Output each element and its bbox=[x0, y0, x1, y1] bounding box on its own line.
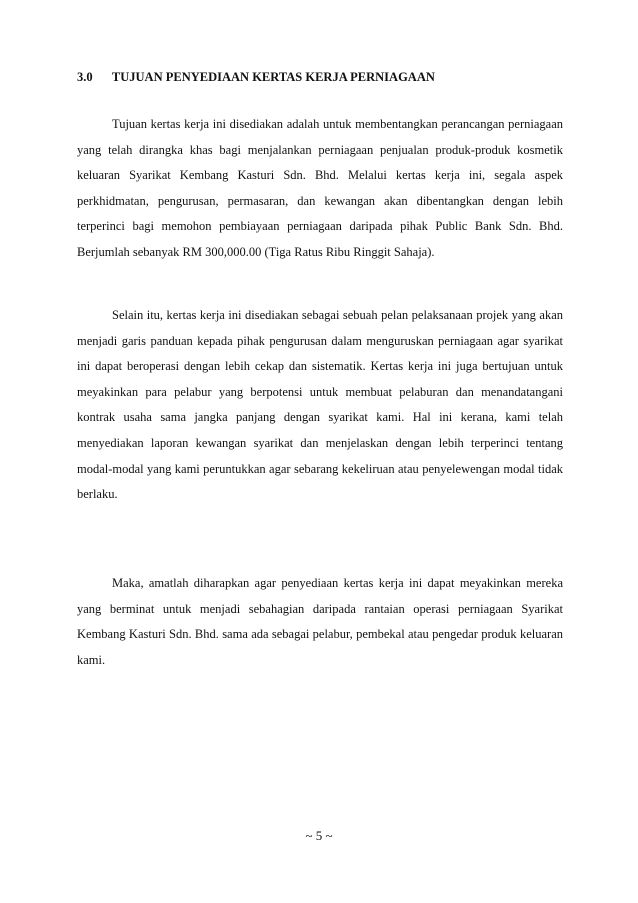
section-heading bbox=[77, 70, 435, 85]
page-number: ~ 5 ~ bbox=[305, 828, 333, 843]
paragraph-3: Maka, amatlah diharapkan agar penyediaan kertas kerja ini dapat meyakinkan mereka yang berminat untuk menjadi sebahagian daripada rantaian operasi perniagaan Syarikat Kembang Kasturi Sdn. Bhd. sama ada sebagai pelabur, pembekal atau pengedar produk keluaran kami. bbox=[77, 576, 563, 667]
paragraph-2-block bbox=[77, 303, 563, 508]
section-title: TUJUAN PENYEDIAAN KERTAS KERJA PERNIAGAAN bbox=[111, 70, 435, 84]
section-number: 3.0 bbox=[77, 70, 93, 84]
paragraph-1-block bbox=[77, 112, 563, 266]
paragraph-2: Selain itu, kertas kerja ini disediakan sebagai sebuah pelan pelaksanaan projek yang akan menjadi garis panduan kepada pihak pengurusan dalam menguruskan perniagaan agar syarikat ini dapat beroperasi dengan lebih cekap dan sistematik. Kertas kerja ini juga bertujuan untuk meyakinkan para pelabur yang berpotensi untuk membuat pelaburan dan menandatangani kontrak usaha sama jangka panjang dengan syarikat kami. Hal ini kerana, kami telah menyediakan laporan kewangan syarikat dan menjelaskan dengan lebih terperinci tentang modal-modal yang kami peruntukkan agar sebarang kekeliruan atau penyelewengan modal tidak berlaku. bbox=[77, 308, 563, 502]
paragraph-1: Tujuan kertas kerja ini disediakan adalah untuk membentangkan perancangan perniagaan yang telah dirangka khas bagi menjalankan perniagaan penjualan produk-produk kosmetik keluaran Syarikat Kembang Kasturi Sdn. Bhd. Melalui kertas kerja ini, segala aspek perkhidmatan, pengurusan, permasaran, dan kewangan akan dibentangkan dengan lebih terperinci bagi memohon pembiayaan perniagaan daripada pihak Public Bank Sdn. Bhd. Berjumlah sebanyak RM 300,000.00 (Tiga Ratus Ribu Ringgit Sahaja). bbox=[77, 117, 563, 259]
paragraph-3-block bbox=[77, 571, 563, 673]
